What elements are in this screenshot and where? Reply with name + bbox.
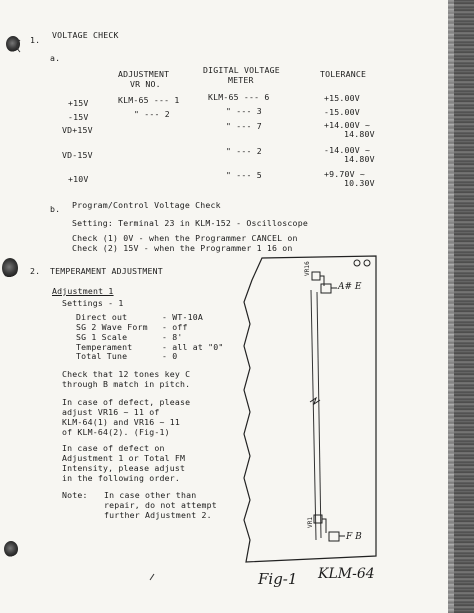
row-tolerance: +9.70V ~ — [324, 169, 366, 179]
header-adjustment: ADJUSTMENT — [118, 69, 170, 79]
setting-key: Total Tune — [76, 351, 128, 361]
section-1-title: VOLTAGE CHECK — [52, 30, 119, 40]
header-vr-no: VR NO. — [130, 79, 161, 89]
row-tolerance: +14.00V ~ — [324, 120, 371, 130]
row-tolerance-max: 14.80V — [344, 129, 375, 139]
para-3-line: in the following order. — [62, 473, 180, 483]
setting-line: Setting: Terminal 23 in KLM-152 - Oscilloscope — [72, 218, 308, 228]
vr-top-body — [312, 272, 320, 280]
row-label: VD-15V — [62, 150, 93, 160]
vr-top-body — [321, 284, 331, 293]
adjustment-1-heading: Adjustment 1 — [52, 286, 114, 296]
header-tolerance: TOLERANCE — [320, 69, 367, 79]
para-1-line: through B match in pitch. — [62, 379, 191, 389]
check-2-line: Check (2) 15V - when the Programmer 1 16 on — [72, 243, 293, 253]
row-vr: KLM-65 --- 1 — [118, 95, 180, 105]
row-tolerance: -14.00V ~ — [324, 145, 371, 155]
row-tolerance-max: 10.30V — [344, 178, 375, 188]
note-line: repair, do not attempt — [104, 500, 217, 510]
vr-bottom-body — [329, 532, 339, 541]
setting-key: Direct out — [76, 312, 128, 322]
note-line: In case other than — [104, 490, 197, 500]
row-tolerance-max: 14.80V — [344, 154, 375, 164]
section-2-title: TEMPERAMENT ADJUSTMENT — [50, 266, 163, 276]
figure-caption: Fig-1 — [258, 570, 298, 588]
row-dvm: " --- 2 — [226, 146, 262, 156]
setting-value: - WT-10A — [162, 312, 204, 322]
para-2-line: adjust VR16 ~ 11 of — [62, 407, 160, 417]
vr-bottom-lead — [322, 519, 345, 536]
para-3-line: Intensity, please adjust — [62, 463, 186, 473]
para-3-line: In case of defect on — [62, 443, 165, 453]
row-tolerance: +15.00V — [324, 93, 360, 103]
note-line: further Adjustment 2. — [104, 510, 212, 520]
section-1-number: 1. — [30, 35, 41, 45]
para-1-line: Check that 12 tones key C — [62, 369, 191, 379]
row-dvm: KLM-65 --- 6 — [208, 92, 270, 102]
stray-mark — [150, 574, 154, 580]
trace-line — [311, 290, 316, 540]
para-3-line: Adjustment 1 or Total FM — [62, 453, 186, 463]
row-label: -15V — [68, 112, 89, 122]
fig-top-label: A# E — [338, 282, 362, 292]
row-label: +10V — [68, 174, 89, 184]
setting-key: SG 1 Scale — [76, 332, 128, 342]
fig-bottom-label: F B — [346, 532, 362, 542]
row-tolerance: -15.00V — [324, 107, 360, 117]
section-2-number: 2. — [30, 266, 41, 276]
section-1b-title: Program/Control Voltage Check — [72, 200, 221, 210]
section-1a-label: a. — [50, 53, 61, 63]
setting-key: Temperament — [76, 342, 133, 352]
row-label: +15V — [68, 98, 89, 108]
para-2-line: KLM-64(1) and VR16 ~ 11 — [62, 417, 180, 427]
para-2-line: In case of defect, please — [62, 397, 191, 407]
setting-value: - 8' — [162, 332, 183, 342]
setting-value: - 0 — [162, 351, 178, 361]
row-dvm: " --- 3 — [226, 106, 262, 116]
para-2-line: of KLM-64(2). (Fig-1) — [62, 427, 170, 437]
setting-key: SG 2 Wave Form — [76, 322, 148, 332]
fig-top-vr: VR16 — [304, 261, 311, 276]
settings-heading: Settings - 1 — [62, 298, 124, 308]
setting-value: - all at "0" — [162, 342, 224, 352]
note-label: Note: — [62, 490, 88, 500]
row-dvm: " --- 7 — [226, 121, 262, 131]
fig-bottom-vr: VR1 — [307, 516, 314, 528]
stray-mark — [17, 40, 20, 52]
section-1b-label: b. — [50, 204, 61, 214]
row-dvm: " --- 5 — [226, 170, 262, 180]
figure-board-name: KLM-64 — [318, 566, 375, 582]
header-meter: METER — [228, 75, 254, 85]
vr-top-lead — [320, 276, 337, 288]
row-vr: " --- 2 — [134, 109, 170, 119]
header-digital-voltage: DIGITAL VOLTAGE — [203, 65, 280, 75]
setting-value: - off — [162, 322, 188, 332]
row-label: VD+15V — [62, 125, 93, 135]
trace-line — [317, 292, 321, 538]
check-1-line: Check (1) 0V - when the Programmer CANCEL on — [72, 233, 298, 243]
